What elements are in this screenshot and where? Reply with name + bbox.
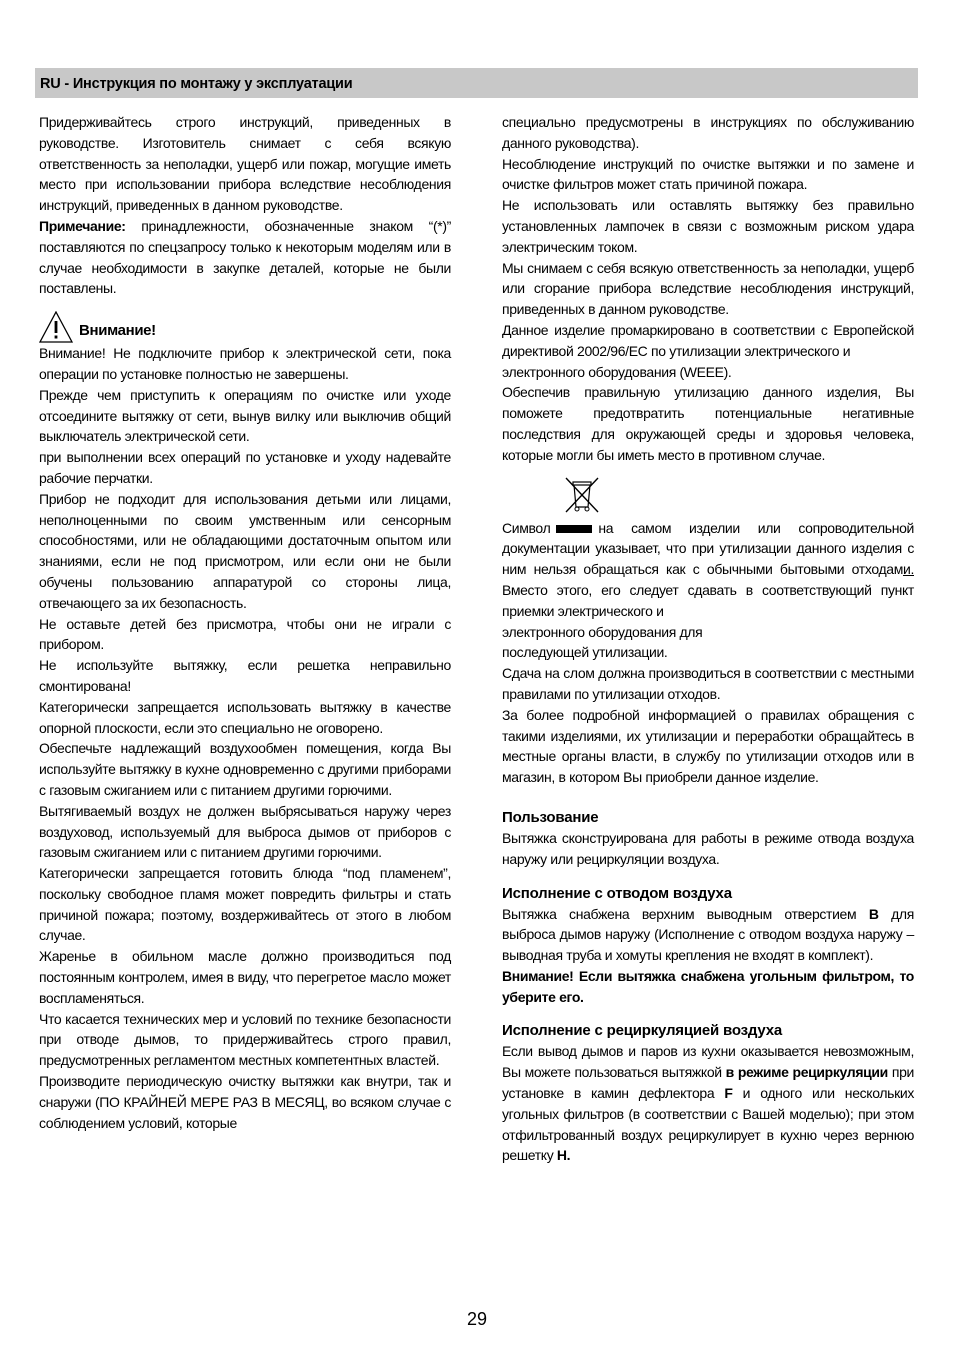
- section-header-bar: [35, 68, 918, 98]
- symbol-paragraph: [502, 518, 914, 622]
- recirc-text-a: Если вывод дымов и паров из кухни оказывается невозможным, Вы можете пользоваться вытяжкой: [502, 1043, 914, 1081]
- crossed-bin-icon: [562, 474, 602, 514]
- intro-paragraph: Придерживайтесь строго инструкций, приведенных в руководстве. Изготовитель снимает с себя всякую ответственность за неполадки, ущерб или пожар, могущие иметь место при использовании прибора вследствие несоблюдения инструкций, приведенных в данном руководстве.: [39, 114, 451, 214]
- warning-paragraph-6: Не используйте вытяжку, если решетка неправильно смонтирована!: [39, 657, 451, 694]
- right-paragraph-3: Не использовать или оставлять вытяжку без правильно установленных лампочек в связи с возможным риском удара электрическим током.: [502, 197, 914, 255]
- usage-paragraph: Вытяжка сконструирована для работы в режиме отвода воздуха наружу или рециркуляции воздуха.: [502, 829, 914, 867]
- symbol-after: на самом изделии или сопроводительной документации указывает, что при утилизации данного изделия с ним нельзя обращаться как с обычными бытовыми отходам: [502, 519, 914, 578]
- recirculation-heading: Исполнение с рециркуляцией воздуха: [502, 1022, 782, 1040]
- right-paragraph-7: Обеспечив правильную утилизацию данного изделия, Вы поможете предотвратить потенциальные негативные последствия для окружающей среды и здоровья человека, которые могли бы иметь место в противном случае.: [502, 384, 914, 463]
- exhaust-warning-text: Внимание! Если вытяжка снабжена угольным фильтром, то уберите его.: [502, 967, 914, 1005]
- warning-title: Внимание!: [79, 322, 156, 340]
- recirc-text-c: и одного или нескольких угольных фильтров (в соответствии с Вашей моделью); при этом отфильтрованный воздух рециркулирует в кухню через вернюю решетку: [502, 1085, 914, 1164]
- warning-triangle-icon: [39, 311, 73, 343]
- right-paragraph-5: Данное изделие промаркировано в соответствии с Европейской директивой 2002/96/EC по утилизации электрического и: [502, 321, 914, 359]
- disposal-paragraph-2: последующей утилизации.: [502, 644, 668, 661]
- warning-paragraph-2: Прежде чем приступить к операциям по очистке или уходе отсоедините вытяжку от сети, вынув вилку или выключив общий выключатель электрической сети.: [39, 386, 451, 445]
- exhaust-heading: Исполнение с отводом воздуха: [502, 884, 732, 902]
- warning-paragraph-7: Категорически запрещается использовать вытяжку в качестве опорной плоскости, если это специально не оговорено.: [39, 698, 451, 736]
- warning-paragraph-13: Производите периодическую очистку вытяжки как внутри, так и снаружи (ПО КРАЙНЕЙ МЕРЕ РАЗ В МЕСЯЦ, во всяком случае с соблюдением условий, которые: [39, 1073, 451, 1131]
- note-text: принадлежности, обозначенные знаком “(*)” поставляются по спецзапросу только к некоторым моделям или в случае необходимости в закупке деталей, которые не были поставлены.: [39, 217, 451, 297]
- warning-paragraph-5: Не оставьте детей без присмотра, чтобы они не играли с прибором.: [39, 615, 451, 653]
- warning-heading: [39, 309, 451, 343]
- disposal-paragraph-1: электронного оборудования для: [502, 623, 703, 640]
- exhaust-bold-b: B: [868, 905, 879, 922]
- page-number: 29: [466, 1309, 488, 1329]
- right-column: [502, 112, 914, 1166]
- exhaust-text-a: Вытяжка снабжена верхним выводным отверстием: [502, 905, 869, 922]
- recirc-text-b: при установке в камин дефлектора: [502, 1064, 914, 1102]
- warning-paragraph-12: Что касается технических мер и условий по технике безопасности при отводе дымов, то придерживайтесь строго правил, предусмотренных регламентом местных компетентных властей.: [39, 1010, 451, 1069]
- right-paragraph-1: специально предусмотрены в инструкциях по обслуживанию данного руководства).: [502, 114, 914, 151]
- symbol-tail: Вместо этого, его следует сдавать в соответствующий пункт приемки электрического и: [502, 581, 914, 619]
- symbol-underlined: и.: [902, 561, 914, 578]
- weee-symbol-area: [502, 474, 914, 518]
- recirc-bold-mode: в режиме рециркуляции: [725, 1064, 888, 1081]
- black-bar-symbol: [556, 525, 592, 533]
- right-paragraph-6: электронного оборудования (WEEE).: [502, 363, 732, 380]
- warning-paragraph-11: Жаренье в обильном масле должно производиться под постоянным контролем, имея в виду, что перегретое масло может воспламеняться.: [39, 948, 451, 1006]
- warning-paragraph-4: Прибор не подходит для использования детьми или лицами, неполноценными по своим умственным или сенсорным способностями, или не обладающими достаточным опытом или знаниями, если не под присмотром, или если они не были обучены пользованию аппаратурой со стороны лица, отвечающего за их безопасность.: [39, 490, 451, 611]
- section-title: RU - Инструкция по монтажу у эксплуатации: [40, 76, 353, 92]
- exhaust-warning: [502, 966, 914, 1008]
- note-label: Примечание:: [39, 217, 126, 234]
- right-paragraph-2: Несоблюдение инструкций по очистке вытяжки и по замене и очистке фильтров может стать причиной пожара.: [502, 155, 914, 193]
- note-paragraph: [39, 216, 451, 299]
- warning-paragraph-3: при выполнении всех операций по установке и уходу надевайте рабочие перчатки.: [39, 449, 451, 486]
- exhaust-paragraph: [502, 904, 914, 966]
- warning-paragraph-10: Категорически запрещается готовить блюда “под пламенем”, поскольку свободное пламя может повредить фильтры и стать причиной пожара; поэтому, воздерживайтесь от этого в любом случае.: [39, 865, 451, 944]
- warning-paragraph-9: Вытягиваемый воздух не должен выбрясываться наружу через воздуховод, используемый для выброса дымов от приборов с газовым сжиганием или с питанием другими горючими.: [39, 802, 451, 861]
- warning-paragraph-8: Обеспечьте надлежащий воздухообмен помещения, когда Вы используйте вытяжку в кухне одновременно с другими приборами с газовым сжиганием или с питанием другими горючими.: [39, 740, 451, 798]
- warning-paragraph-1: Внимание! Не подключите прибор к электрической сети, пока операции по установке полностью не завершены.: [39, 345, 451, 382]
- recirculation-paragraph: [502, 1041, 914, 1166]
- right-paragraph-4: Мы снимаем с себя всякую ответственность за неполадки, ущерб или сгорание прибора вследствие несоблюдения инструкций, приведенных в данном руководстве.: [502, 259, 914, 318]
- left-column: [39, 112, 451, 1133]
- exhaust-text-b: для выброса дымов наружу (Исполнение с отводом воздуха наружу – выводная труба и хомуты крепления не входят в комплект).: [502, 905, 914, 964]
- disposal-paragraph-3: Сдача на слом должна производиться в соответствии с местными правилами по утилизации отходов.: [502, 665, 914, 702]
- recirc-bold-h: H.: [556, 1147, 571, 1164]
- recirc-bold-f: F: [724, 1085, 733, 1102]
- usage-heading: Пользование: [502, 808, 599, 826]
- symbol-before: Символ: [502, 519, 551, 536]
- disposal-paragraph-4: За более подробной информацией о правилах обращения с такими изделиями, их утилизации и переработки обращайтесь в местные органы власти, в службу по утилизации отходов или в магазин, в котором Вы приобрели данное изделие.: [502, 706, 914, 786]
